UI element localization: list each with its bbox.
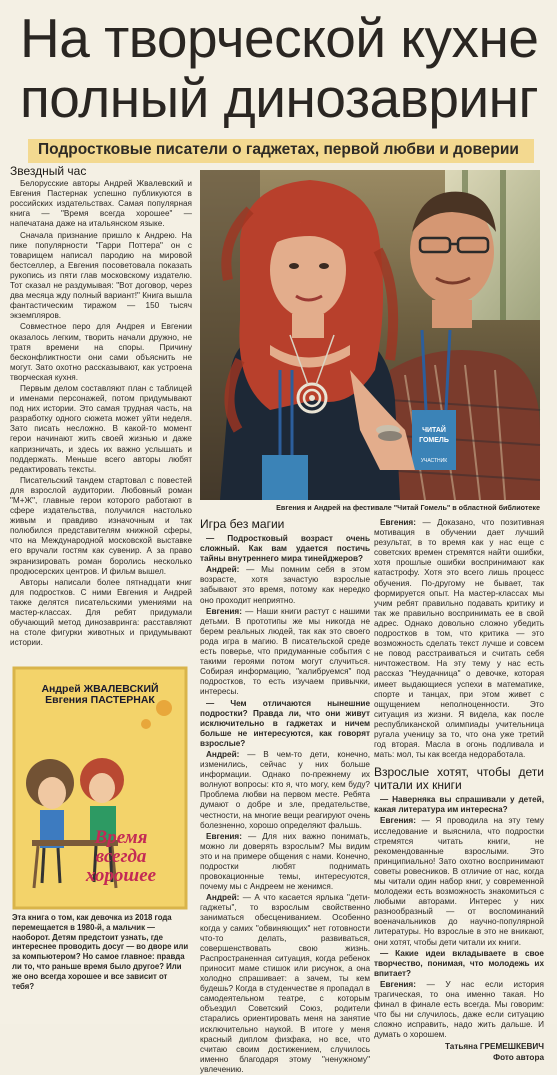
answer-text: — Для них важно понимать, можно ли доверять взрослым? Мы видим это и на примере общения с нами. Конечно, подростки любят поднимать провокационные темы, интересуются, почему мы с Андреем не женимся.: [200, 831, 370, 892]
answer-text: — В чем-то дети, конечно, изменились, сейчас у них больше информации. Однако по-прежнему их волнуют вопросы: кто я, что могу, кем буду? Проблема любви на первом месте. Ребята думают о добре и зле, предательстве, честности, на многие вещи реагируют очень болезненно, хорошо определяют фальшь.: [200, 749, 370, 830]
subheadline: Подростковые писатели о гаджетах, первой любви и доверии: [38, 141, 519, 158]
book-title-line: всегда: [95, 846, 147, 867]
speaker-name: Евгения:: [380, 518, 416, 527]
interview-question: — Подростковый возраст очень сложный. Как вам удается постичь тайны внутреннего мира тинейджеров?: [200, 534, 370, 564]
book-title: [60, 828, 182, 885]
interview-answer: [200, 607, 370, 698]
speaker-name: Евгения:: [206, 606, 242, 616]
interview-answer: [374, 816, 544, 947]
interview-answer: [374, 980, 544, 1041]
book-title-line: хорошее: [85, 865, 157, 886]
book-caption: Эта книга о том, как девочка из 2018 года перемещается в 1980-й, а мальчик — наоборот. Детям предстоит узнать, где интереснее проводить досуг — во дворе или за компьютером? Но самое главное: правда ли то, что раньше время было другое? Или же оно всегда хорошее и все зависит от тебя?: [12, 913, 189, 991]
photo-caption: Евгения и Андрей на фестивале "Читай Гомель" в областной библиотеке: [276, 503, 540, 512]
paragraph: Совместное перо для Андрея и Евгении оказалось легким, творить начали дружно, не тратя времени на споры. Причину бесконфликтности они сами объяснить не могут. Зато охотно рассказывают, как устроена творческая кухня.: [10, 322, 192, 382]
section-heading-adults-want: Взрослые хотят, чтобы дети читали их книги: [374, 765, 544, 793]
badge-text-participant: УЧАСТНИК: [420, 458, 448, 464]
interview-column-middle: [200, 517, 371, 1074]
interview-answer: [200, 565, 370, 605]
answer-text: — У нас если история трагическая, то она именно такая. Но финал в финале есть всегда. Мы говорим: что бы ни случилось, даже если ситуацию сложно исправить, надо жить дальше. И думать о хорошем.: [374, 979, 544, 1040]
section-heading-game-without-magic: Игра без магии: [200, 517, 285, 531]
interview-question: — Какие идеи вкладываете в свое творчество, понимая, что молодежь их впитает?: [374, 948, 544, 978]
answer-text: — Мы помним себя в этом возрасте, хотя зачастую взрослые забывают это время, потому как нередко оно проходит неприятно.: [200, 565, 371, 605]
interview-answer: [200, 750, 370, 831]
book-author-1: Андрей ЖВАЛЕВСКИЙ: [41, 683, 159, 695]
left-column: [10, 164, 192, 648]
author-signature: Татьяна ГРЕМЕШКЕВИЧ: [444, 1041, 544, 1051]
interview-answer: [200, 893, 370, 1075]
interview-answer: [200, 832, 370, 893]
authors-photo-illustration: [200, 170, 540, 500]
speaker-name: Андрей:: [206, 749, 240, 759]
interview-column-right: [374, 518, 544, 1062]
answer-text: — Наши книги растут с нашими детьми. В прототипы же мы никогда не берем реальных людей, так как это своего рода игра в магию. В писательской среде есть поверье, что придуманные события с такими героями потом могут случиться. Собирая информацию, "калибруемся" под подростков, то есть изучаем привычки, интересы.: [200, 606, 370, 697]
answer-text: — А что касается ярлыка "дети-гаджеты", то взрослым свойственно заниматься обесцениванием. Особенно когда у самих "обвиняющих" нет готовности что-то делать, развиваться, совершенствовать свою жизнь. Распространенная ситуация, когда ребенок приносит маме стишок или рисунок, а она холодно спрашивает: а зачем, ты кем будешь? Когда в студенчестве я пропадал в самодеятельном театре, с которым объездил Советский Союз, родители старались ориентировать меня на занятие исключительно наукой. В итоге у меня красный диплом физфака, но все, что считаю своим достижением, случилось именно благодаря этому "ненужному" увлечению.: [200, 893, 370, 1074]
interview-question: — Наверняка вы спрашивали у детей, какая литература им интересна?: [374, 795, 544, 815]
answer-text: — Доказано, что позитивная мотивация в обучении дает лучший результат, в то время как у нас еще с советских времен стремятся найти ошибки, хотя прошлые ошибки воспринимают как катастрофу. Хотя это всего лишь процесс обучения. По-другому не бывает, так формируется опыт. На мастер-классах мы учим ребят правильно подавать критику и так же правильно воспринимать ее в свой адрес. Однако довольно сложно убедить подростков в том, что критика — это возможность сделать текст лучше и совсем не повод расстраиваться и считать себя ничтожеством. На эту тему у нас есть рассказ "Неудачница" о девочке, которая имеет выдающиеся успехи в математике, спорте и танцах, при этом живет с ощущением неполноценности. Это ситуация из жизни. Я видела, как после республиканской олимпиады учительница ругала ученицу за то, что она уже третий год вторая. Масла в огонь подливала и мать: мол, ты как всегда недоработала.: [374, 518, 544, 760]
authors-photo: [200, 170, 540, 500]
badge-text-gomel: ГОМЕЛЬ: [419, 437, 449, 444]
speaker-name: Евгения:: [380, 979, 416, 989]
interview-question: — Чем отличаются нынешние подростки? Правда ли, что они живут исключительно в гаджетах и ничем больше не интересуются, как говорят взрослые?: [200, 698, 370, 748]
section-heading-star-hour: Звездный час: [10, 164, 87, 178]
photo-credit: Фото автора: [493, 1052, 544, 1062]
answer-text: — Я проводила на эту тему исследование и выяснила, что подростки стремятся читать книги, не рекомендованные взрослыми. Это принципиально! Зато охотно воспринимают советы ровесников. В отличие от нас, когда мы читали один набор книг, у современной молодежи есть возможность знакомиться с любыми авторами. Интерес у них разнообразный — от воспоминаний военачальников до научно-популярной литературы. Но взрослые в это не вникают, они хотят, чтобы дети читали их книги.: [374, 816, 544, 947]
paragraph: Сначала признание пришло к Андрею. На пике популярности "Гарри Поттера" он с товарищем написал пародию на мировой бестселлер, а Евгения посоветовала показать рукопись из пяти глав московскому издателю. Тот сказал не раздумывая: "Вот договор, через два месяца жду полный вариант!" Книга вышла фантастическим тиражом — 150 тысяч экземпляров.: [10, 230, 192, 321]
headline: На творческой кухне полный динозавринг: [20, 7, 539, 129]
book-authors: [14, 684, 186, 706]
badge-text-read: ЧИТАЙ: [422, 427, 446, 434]
paragraph: Белорусские авторы Андрей Жвалевский и Евгения Пастернак успешно публикуются в российских издательствах. Самая популярная книга — "Время всегда хорошее" — напечатана даже на итальянском языке.: [10, 179, 192, 229]
speaker-name: Евгения:: [380, 816, 416, 826]
interview-answer: [374, 518, 544, 760]
paragraph: Авторы написали более пятнадцати книг для подростков. С ними Евгения и Андрей также делятся писательскими умениями на мастер-классах. Для ребят придумали обучающий метод динозавринга: расставляют на столе фигурки животных и придумывают истории.: [10, 577, 192, 648]
book-author-2: Евгения ПАСТЕРНАК: [45, 694, 155, 706]
speaker-name: Андрей:: [206, 565, 240, 575]
speaker-name: Евгения:: [206, 831, 242, 841]
book-title-line: Время: [94, 827, 148, 848]
speaker-name: Андрей:: [206, 893, 240, 903]
paragraph: Первым делом составляют план с таблицей и именами персонажей, потом придумывают под них истории. Это самая трудная часть, на разработку одного сюжета может уйти неделя. Зато писать несложно. В какой-то момент герои начинают жить своей жизнью и даже капризничать, и здесь их важно услышать и поддержать. Меньше всего авторы любят редактировать тексты.: [10, 383, 192, 474]
paragraph: Писательский тандем стартовал с повестей для взрослой аудитории. Любовный роман "М+Ж", главные герои которого работают в сфере издательства, получился настолько живым и правдиво изначочным и так полюбился представителям книжной сферы, что на Международной московской выставке его вручали гостям как сувенир. А за право экранизировать роман боролись несколько продюсерских центров. И фильм вышел.: [10, 475, 192, 576]
